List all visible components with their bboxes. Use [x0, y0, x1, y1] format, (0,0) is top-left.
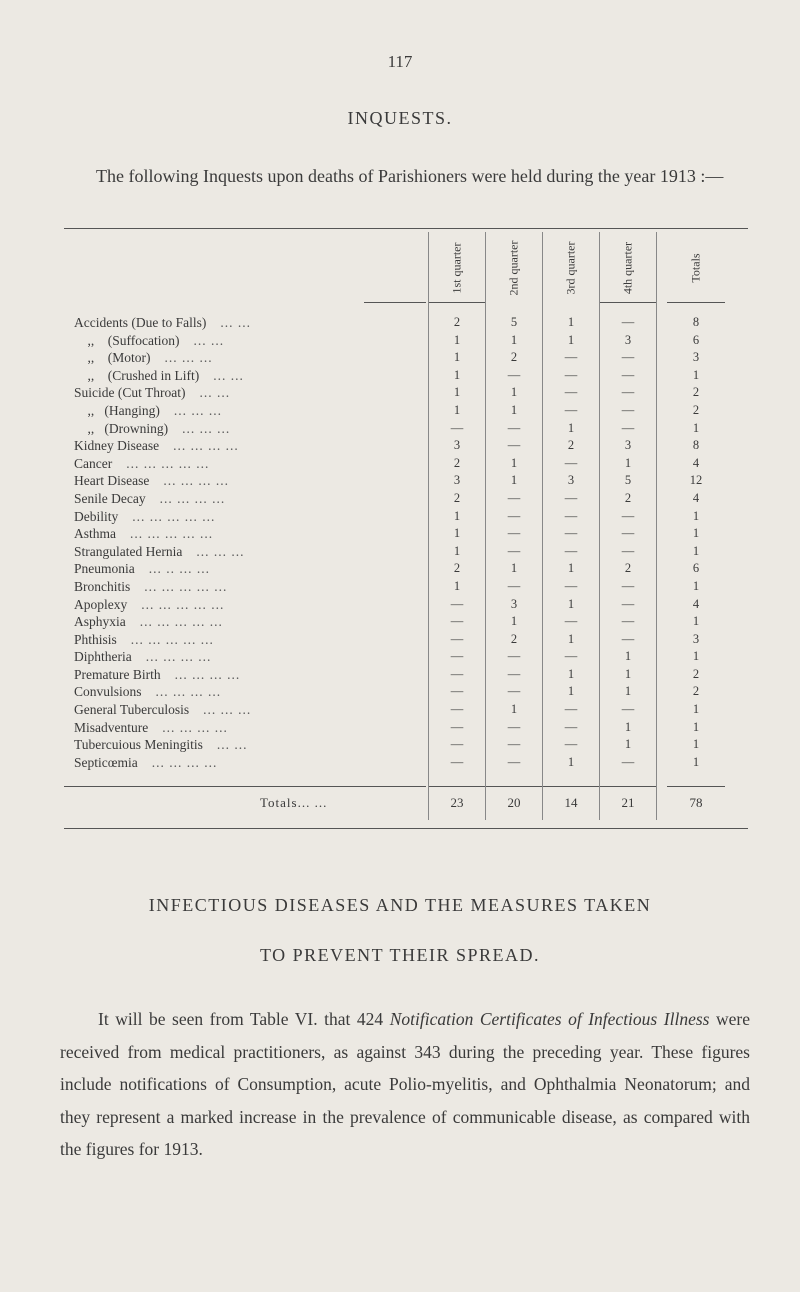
table-cell: 1 — [692, 508, 700, 523]
table-row — [64, 701, 748, 719]
column-headers — [64, 228, 748, 306]
body-paragraph — [60, 1003, 750, 1166]
table-cell: 2 — [453, 315, 461, 329]
row-label-text: Apoplexy — [74, 596, 128, 612]
table-cell: — — [621, 596, 635, 611]
row-label-text: Tubercuious Meningitis — [74, 737, 203, 753]
table-cell: 1 — [453, 350, 461, 365]
table-cell: 2 — [453, 455, 461, 470]
table-cell: — — [621, 350, 635, 365]
table-row — [64, 508, 748, 526]
table-cell: — — [564, 508, 578, 523]
row-label-text: Diphtheria — [74, 649, 132, 665]
row-label — [74, 631, 419, 649]
header-underline — [364, 302, 426, 303]
row-label — [74, 560, 419, 578]
paragraph-part-2: were received from medical practitioners, as against 343 during the preceding year. These figures include notifications of Consumption, acute Polio-myelitis, and Ophthalmia Neonatorum; and they represent a marked increase in the prevalence of communicable disease, as compared with the figures for 1913. — [60, 1009, 750, 1159]
totals-overline — [542, 786, 600, 787]
table-cell: — — [507, 649, 521, 664]
table-cell: 1 — [453, 402, 461, 417]
column-header — [542, 228, 600, 306]
leader-dots: ... ... ... — [164, 350, 213, 366]
table-cell: — — [507, 684, 521, 699]
table-cell: 2 — [692, 402, 700, 417]
row-label-text: ,, (Crushed in Lift) — [74, 367, 200, 383]
table-cell: 1 — [692, 614, 700, 629]
table-row — [64, 648, 748, 666]
header-underline — [428, 302, 486, 303]
leader-dots: ... ... ... ... — [162, 719, 228, 735]
row-label-text: Strangulated Hernia — [74, 543, 183, 559]
table-row — [64, 367, 748, 385]
table-cell: 1 — [692, 702, 700, 717]
leader-dots: ... ... ... — [173, 402, 222, 418]
table-body — [64, 314, 748, 771]
table-cell: — — [621, 614, 635, 629]
table-cell: 1 — [624, 666, 632, 681]
table-cell: 1 — [510, 702, 518, 717]
table-bottom-rule — [64, 828, 748, 829]
totals-overline — [64, 786, 426, 787]
table-cell: — — [564, 578, 578, 593]
leader-dots: ... ... ... ... — [174, 666, 241, 682]
table-row — [64, 754, 748, 772]
table-cell: — — [621, 526, 635, 541]
row-label-text: ,, (Hanging) — [74, 402, 160, 418]
table-cell: 1 — [624, 719, 632, 734]
row-label-text: ,, (Drowning) — [74, 420, 169, 436]
table-cell: — — [507, 526, 521, 541]
leader-dots: ... ... ... ... — [155, 684, 222, 700]
row-label-text: Cancer — [74, 455, 113, 471]
table-cell: 1 — [567, 315, 575, 329]
table-cell: — — [507, 508, 521, 523]
table-cell: 1 — [692, 578, 700, 593]
totals-cell: 14 — [564, 795, 578, 810]
table-row — [64, 420, 748, 438]
leader-dots: ... ... — [216, 737, 248, 753]
table-cell: — — [507, 737, 521, 752]
header-underline — [599, 302, 657, 303]
row-label — [74, 666, 419, 684]
table-cell: 1 — [567, 666, 575, 681]
row-label — [74, 314, 419, 332]
row-label-text: Pneumonia — [74, 561, 135, 577]
table-cell: — — [564, 350, 578, 365]
column-header — [428, 228, 486, 306]
leader-dots: ... ... ... ... — [173, 438, 239, 454]
table-cell: — — [450, 420, 464, 435]
column-divider — [428, 232, 429, 820]
table-cell: 2 — [692, 385, 700, 400]
column-divider — [542, 232, 543, 820]
column-header-label: 3rd quarter — [563, 241, 578, 295]
page-number: 117 — [387, 52, 413, 71]
row-label-text: Suicide (Cut Throat) — [74, 385, 186, 401]
table-cell: 1 — [453, 543, 461, 558]
table-cell: 1 — [453, 332, 461, 347]
intro-text: The following Inquests upon deaths of Parishioners were held during the year 1913 :— — [96, 166, 724, 186]
row-label-text: Premature Birth — [74, 666, 161, 682]
table-cell: — — [564, 385, 578, 400]
row-label-text: Accidents (Due to Falls) — [74, 315, 207, 330]
column-header — [599, 228, 657, 306]
leader-dots: ... ... — [199, 385, 231, 401]
table-cell: 1 — [510, 332, 518, 347]
table-cell: 1 — [510, 385, 518, 400]
table-cell: — — [507, 543, 521, 558]
table-cell: 2 — [692, 666, 700, 681]
leader-dots: ... ... ... ... ... — [126, 455, 210, 471]
leader-dots: ... ... ... ... ... — [132, 508, 216, 524]
table-row — [64, 525, 748, 543]
table-row — [64, 384, 748, 402]
leader-dots: ... ... — [220, 315, 251, 330]
table-cell: 1 — [510, 561, 518, 576]
table-cell: 1 — [624, 684, 632, 699]
table-cell: 2 — [453, 561, 461, 576]
table-row — [64, 578, 748, 596]
table-cell: — — [507, 438, 521, 453]
table-row — [64, 613, 748, 631]
table-cell: 1 — [692, 719, 700, 734]
leader-dots: ... ... ... ... ... — [139, 614, 223, 630]
table-cell: — — [621, 367, 635, 382]
table-cell: 4 — [692, 490, 700, 505]
header-underline — [667, 302, 725, 303]
leader-dots: ... ... ... — [203, 702, 252, 718]
table-cell: — — [564, 702, 578, 717]
table-cell: 8 — [692, 438, 700, 453]
table-cell: — — [564, 526, 578, 541]
table-cell: — — [450, 684, 464, 699]
table-cell: — — [621, 578, 635, 593]
column-header-label: Totals — [688, 253, 703, 283]
table-cell: 6 — [692, 332, 700, 347]
row-label — [74, 701, 419, 719]
row-label-text: ,, (Suffocation) — [74, 332, 180, 348]
table-cell: 2 — [567, 438, 575, 453]
row-label — [74, 508, 419, 526]
leader-dots: ... ... — [213, 367, 244, 383]
table-cell: 1 — [453, 578, 461, 593]
paragraph-italic: Notification Certificates of Infectious Illness — [389, 1009, 710, 1029]
table-cell: — — [450, 614, 464, 629]
row-label — [74, 437, 419, 455]
table-cell: — — [564, 719, 578, 734]
table-row — [64, 736, 748, 754]
column-header — [667, 228, 725, 306]
table-cell: 1 — [453, 508, 461, 523]
table-cell: 3 — [510, 596, 518, 611]
table-cell: 1 — [624, 649, 632, 664]
leader-dots: ... ... ... ... — [163, 473, 229, 489]
leader-dots: ... ... ... ... — [151, 754, 218, 770]
table-row — [64, 455, 748, 473]
table-cell: 1 — [510, 402, 518, 417]
table-cell: 1 — [510, 473, 518, 488]
table-cell: — — [450, 702, 464, 717]
table-cell: — — [507, 719, 521, 734]
paragraph-part-1: It will be seen from Table VI. that 424 — [98, 1009, 390, 1029]
row-label-text: Phthisis — [74, 631, 117, 647]
row-label — [74, 736, 419, 754]
table-cell: 1 — [692, 754, 700, 769]
table-row — [64, 314, 748, 332]
row-label — [74, 349, 419, 367]
table-row — [64, 437, 748, 455]
table-cell: 1 — [692, 649, 700, 664]
row-label-text: ,, (Motor) — [74, 350, 151, 366]
row-label — [74, 613, 419, 631]
table-cell: 2 — [692, 684, 700, 699]
table-cell: — — [564, 490, 578, 505]
row-label — [74, 578, 419, 596]
table-cell: 1 — [510, 614, 518, 629]
table-cell: 1 — [692, 367, 700, 382]
table-cell: — — [450, 649, 464, 664]
table-cell: — — [621, 543, 635, 558]
table-cell: — — [564, 737, 578, 752]
leader-dots: ... ... ... ... — [159, 490, 226, 506]
table-cell: 3 — [453, 438, 461, 453]
table-cell: — — [564, 367, 578, 382]
table-cell: — — [450, 754, 464, 769]
table-cell: — — [621, 508, 635, 523]
table-row — [64, 560, 748, 578]
table-cell: — — [564, 402, 578, 417]
totals-cell: 20 — [507, 795, 521, 810]
totals-overline — [599, 786, 657, 787]
table-cell: 4 — [692, 596, 700, 611]
infectious-heading-line1: INFECTIOUS DISEASES AND THE MEASURES TAKEN — [148, 895, 652, 915]
table-cell: 6 — [692, 561, 700, 576]
leader-dots: ... ... ... ... ... — [141, 596, 225, 612]
table-cell: 2 — [453, 490, 461, 505]
table-cell: 1 — [567, 332, 575, 347]
row-label-text: General Tuberculosis — [74, 702, 190, 718]
row-label-text: Asphyxia — [74, 614, 126, 630]
totals-overline — [667, 786, 725, 787]
table-cell: — — [564, 543, 578, 558]
table-cell: — — [621, 315, 635, 329]
table-cell: 4 — [692, 455, 700, 470]
column-header — [485, 228, 543, 306]
leader-dots: ... ... ... ... ... — [144, 578, 228, 594]
table-cell: 1 — [567, 420, 575, 435]
totals-cell: 23 — [450, 795, 464, 810]
column-header-label: 1st quarter — [449, 242, 464, 294]
table-row — [64, 472, 748, 490]
table-cell: 8 — [692, 315, 700, 329]
table-cell: — — [450, 631, 464, 646]
row-label — [74, 490, 419, 508]
table-row — [64, 631, 748, 649]
table-cell: 1 — [567, 561, 575, 576]
column-divider — [656, 232, 657, 820]
leader-dots: ... ... — [193, 332, 225, 348]
table-row — [64, 332, 748, 350]
table-row — [64, 666, 748, 684]
table-cell: 5 — [624, 473, 632, 488]
row-label — [74, 648, 419, 666]
column-header-label: 2nd quarter — [506, 240, 521, 296]
table-cell: 1 — [692, 420, 700, 435]
table-cell: 3 — [453, 473, 461, 488]
table-cell: — — [450, 737, 464, 752]
row-label-text: Heart Disease — [74, 473, 150, 489]
table-cell: — — [564, 614, 578, 629]
row-label — [74, 719, 419, 737]
column-divider — [599, 232, 600, 820]
row-label-text: Kidney Disease — [74, 438, 160, 454]
table-cell: — — [450, 666, 464, 681]
table-cell: — — [507, 367, 521, 382]
table-cell: 1 — [453, 367, 461, 382]
table-cell: — — [621, 385, 635, 400]
leader-dots: ... ... ... — [196, 543, 245, 559]
table-cell: 2 — [510, 350, 518, 365]
table-cell: 2 — [510, 631, 518, 646]
table-cell: 1 — [692, 543, 700, 558]
table-cell: 1 — [510, 455, 518, 470]
table-cell: 1 — [567, 596, 575, 611]
table-cell: 3 — [624, 332, 632, 347]
table-cell: — — [621, 420, 635, 435]
table-cell: 12 — [689, 473, 703, 488]
table-cell: — — [564, 455, 578, 470]
table-cell: 1 — [567, 631, 575, 646]
table-cell: 1 — [567, 754, 575, 769]
table-cell: — — [621, 702, 635, 717]
row-label — [74, 420, 419, 438]
totals-cell: 78 — [689, 795, 703, 810]
table-cell: — — [507, 666, 521, 681]
table-cell: — — [621, 754, 635, 769]
table-cell: 3 — [624, 438, 632, 453]
table-cell: 1 — [692, 526, 700, 541]
row-label-text: Convulsions — [74, 684, 142, 700]
table-row — [64, 683, 748, 701]
row-label — [74, 683, 419, 701]
table-cell: 3 — [567, 473, 575, 488]
table-row — [64, 596, 748, 614]
row-label — [74, 455, 419, 473]
table-cell: 1 — [692, 737, 700, 752]
table-cell: 2 — [624, 490, 632, 505]
table-cell: 1 — [453, 385, 461, 400]
infectious-heading-line2: TO PREVENT THEIR SPREAD. — [259, 945, 541, 965]
table-cell: — — [507, 420, 521, 435]
table-cell: — — [507, 754, 521, 769]
table-cell: 1 — [624, 455, 632, 470]
leader-dots: ... .. ... ... — [148, 561, 210, 577]
table-row — [64, 719, 748, 737]
table-row — [64, 349, 748, 367]
table-cell: — — [450, 719, 464, 734]
row-label — [74, 543, 419, 561]
leader-dots: ... ... ... ... ... — [130, 526, 214, 542]
row-label-text: Senile Decay — [74, 490, 146, 506]
section-title: INQUESTS. — [347, 108, 453, 128]
totals-cell: 21 — [621, 795, 635, 810]
table-cell: 5 — [510, 315, 518, 329]
table-row — [64, 490, 748, 508]
column-header-label: 4th quarter — [620, 241, 635, 295]
table-cell: 2 — [624, 561, 632, 576]
totals-row — [64, 788, 748, 818]
leader-dots: ... ... ... — [182, 420, 231, 436]
table-cell: 3 — [692, 350, 700, 365]
table-row — [64, 402, 748, 420]
table-cell: 1 — [567, 684, 575, 699]
table-cell: 1 — [624, 737, 632, 752]
totals-label: Totals... ... — [260, 795, 328, 810]
row-label-text: Bronchitis — [74, 578, 131, 594]
row-label — [74, 384, 419, 402]
row-label — [74, 402, 419, 420]
column-divider — [485, 232, 486, 820]
row-label — [74, 332, 419, 350]
table-cell: — — [507, 578, 521, 593]
leader-dots: ... ... ... ... — [145, 649, 212, 665]
row-label-text: Asthma — [74, 526, 116, 542]
row-label — [74, 596, 419, 614]
row-label — [74, 472, 419, 490]
row-label-text: Misadventure — [74, 719, 149, 735]
table-cell: — — [450, 596, 464, 611]
table-cell: — — [564, 649, 578, 664]
row-label-text: Debility — [74, 508, 119, 524]
table-row — [64, 543, 748, 561]
table-cell: — — [621, 402, 635, 417]
table-cell: — — [507, 490, 521, 505]
leader-dots: ... ... ... ... ... — [130, 631, 214, 647]
totals-overline — [485, 786, 543, 787]
totals-overline — [428, 786, 486, 787]
table-cell: — — [621, 631, 635, 646]
row-label — [74, 754, 419, 772]
row-label — [74, 525, 419, 543]
table-cell: 1 — [453, 526, 461, 541]
row-label-text: Septicœmia — [74, 754, 138, 770]
row-label — [74, 367, 419, 385]
table-cell: 3 — [692, 631, 700, 646]
